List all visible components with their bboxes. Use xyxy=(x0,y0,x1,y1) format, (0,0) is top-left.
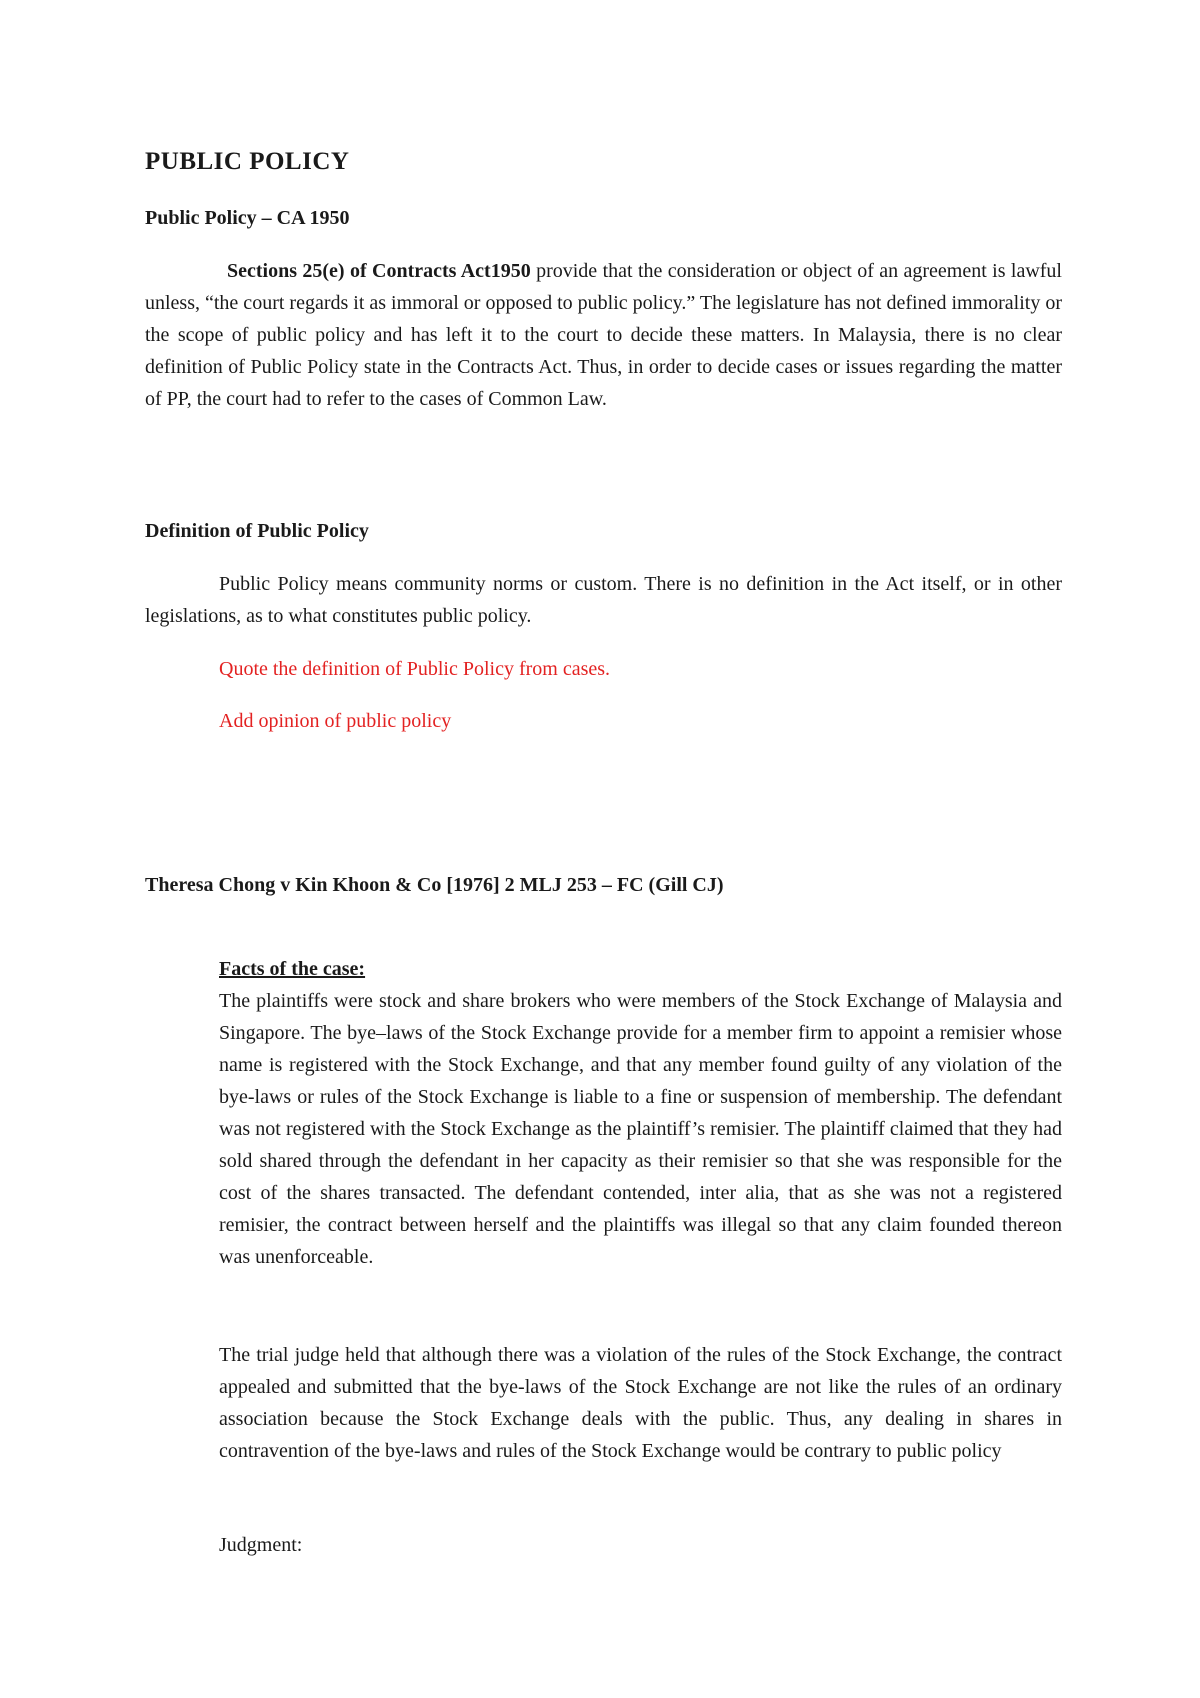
paragraph-text: provide that the consideration or object of an agreement is lawful unless, “the court regards it as immoral or opposed to public policy.” The legislature has not defined immorality or the scope of public policy and has left it to the court to decide these matters. In Malaysia, there is no clear definition of Public Policy state in the Contracts Act. Thus, in order to decide cases or issues regarding the matter of PP, the court had to refer to the cases of Common Law. xyxy=(145,260,1062,410)
case-heading: Theresa Chong v Kin Khoon & Co [1976] 2 MLJ 253 – FC (Gill CJ) xyxy=(145,874,724,896)
note-quote-definition: Quote the definition of Public Policy from cases. xyxy=(219,658,611,680)
section-heading-definition: Definition of Public Policy xyxy=(145,520,369,542)
statute-reference: Sections 25(e) of Contracts Act1950 xyxy=(227,260,531,282)
facts-paragraph-1: The plaintiffs were stock and share brokers who were members of the Stock Exchange of Malaysia and Singapore. The bye–laws of the Stock Exchange provide for a member firm to appoint a remisier whose name is registered with the Stock Exchange, and that any member found guilty of any violation of the bye-laws or rules of the Stock Exchange is liable to a fine or suspension of membership. The defendant was not registered with the Stock Exchange as the plaintiff’s remisier. The plaintiff claimed that they had sold shared through the defendant in her capacity as their remisier so that she was responsible for the cost of the shares transacted. The defendant contended, inter alia, that as she was not a registered remisier, the contract between herself and the plaintiffs was illegal so that any claim founded thereon was unenforceable. xyxy=(219,990,1062,1268)
note-add-opinion: Add opinion of public policy xyxy=(219,710,452,732)
section-heading-ca1950: Public Policy – CA 1950 xyxy=(145,207,350,229)
judgment-label: Judgment: xyxy=(219,1534,303,1556)
section-paragraph-ca1950 xyxy=(145,255,1062,415)
definition-paragraph: Public Policy means community norms or custom. There is no definition in the Act itself, or in other legislations, as to what constitutes public policy. xyxy=(145,573,1062,627)
page-title: PUBLIC POLICY xyxy=(145,148,350,175)
facts-paragraph-2: The trial judge held that although there was a violation of the rules of the Stock Exchange, the contract appealed and submitted that the bye-laws of the Stock Exchange are not like the rules of an ordinary association because the Stock Exchange deals with the public. Thus, any dealing in shares in contravention of the bye-laws and rules of the Stock Exchange would be contrary to public policy xyxy=(219,1344,1062,1462)
facts-label: Facts of the case: xyxy=(219,958,366,980)
